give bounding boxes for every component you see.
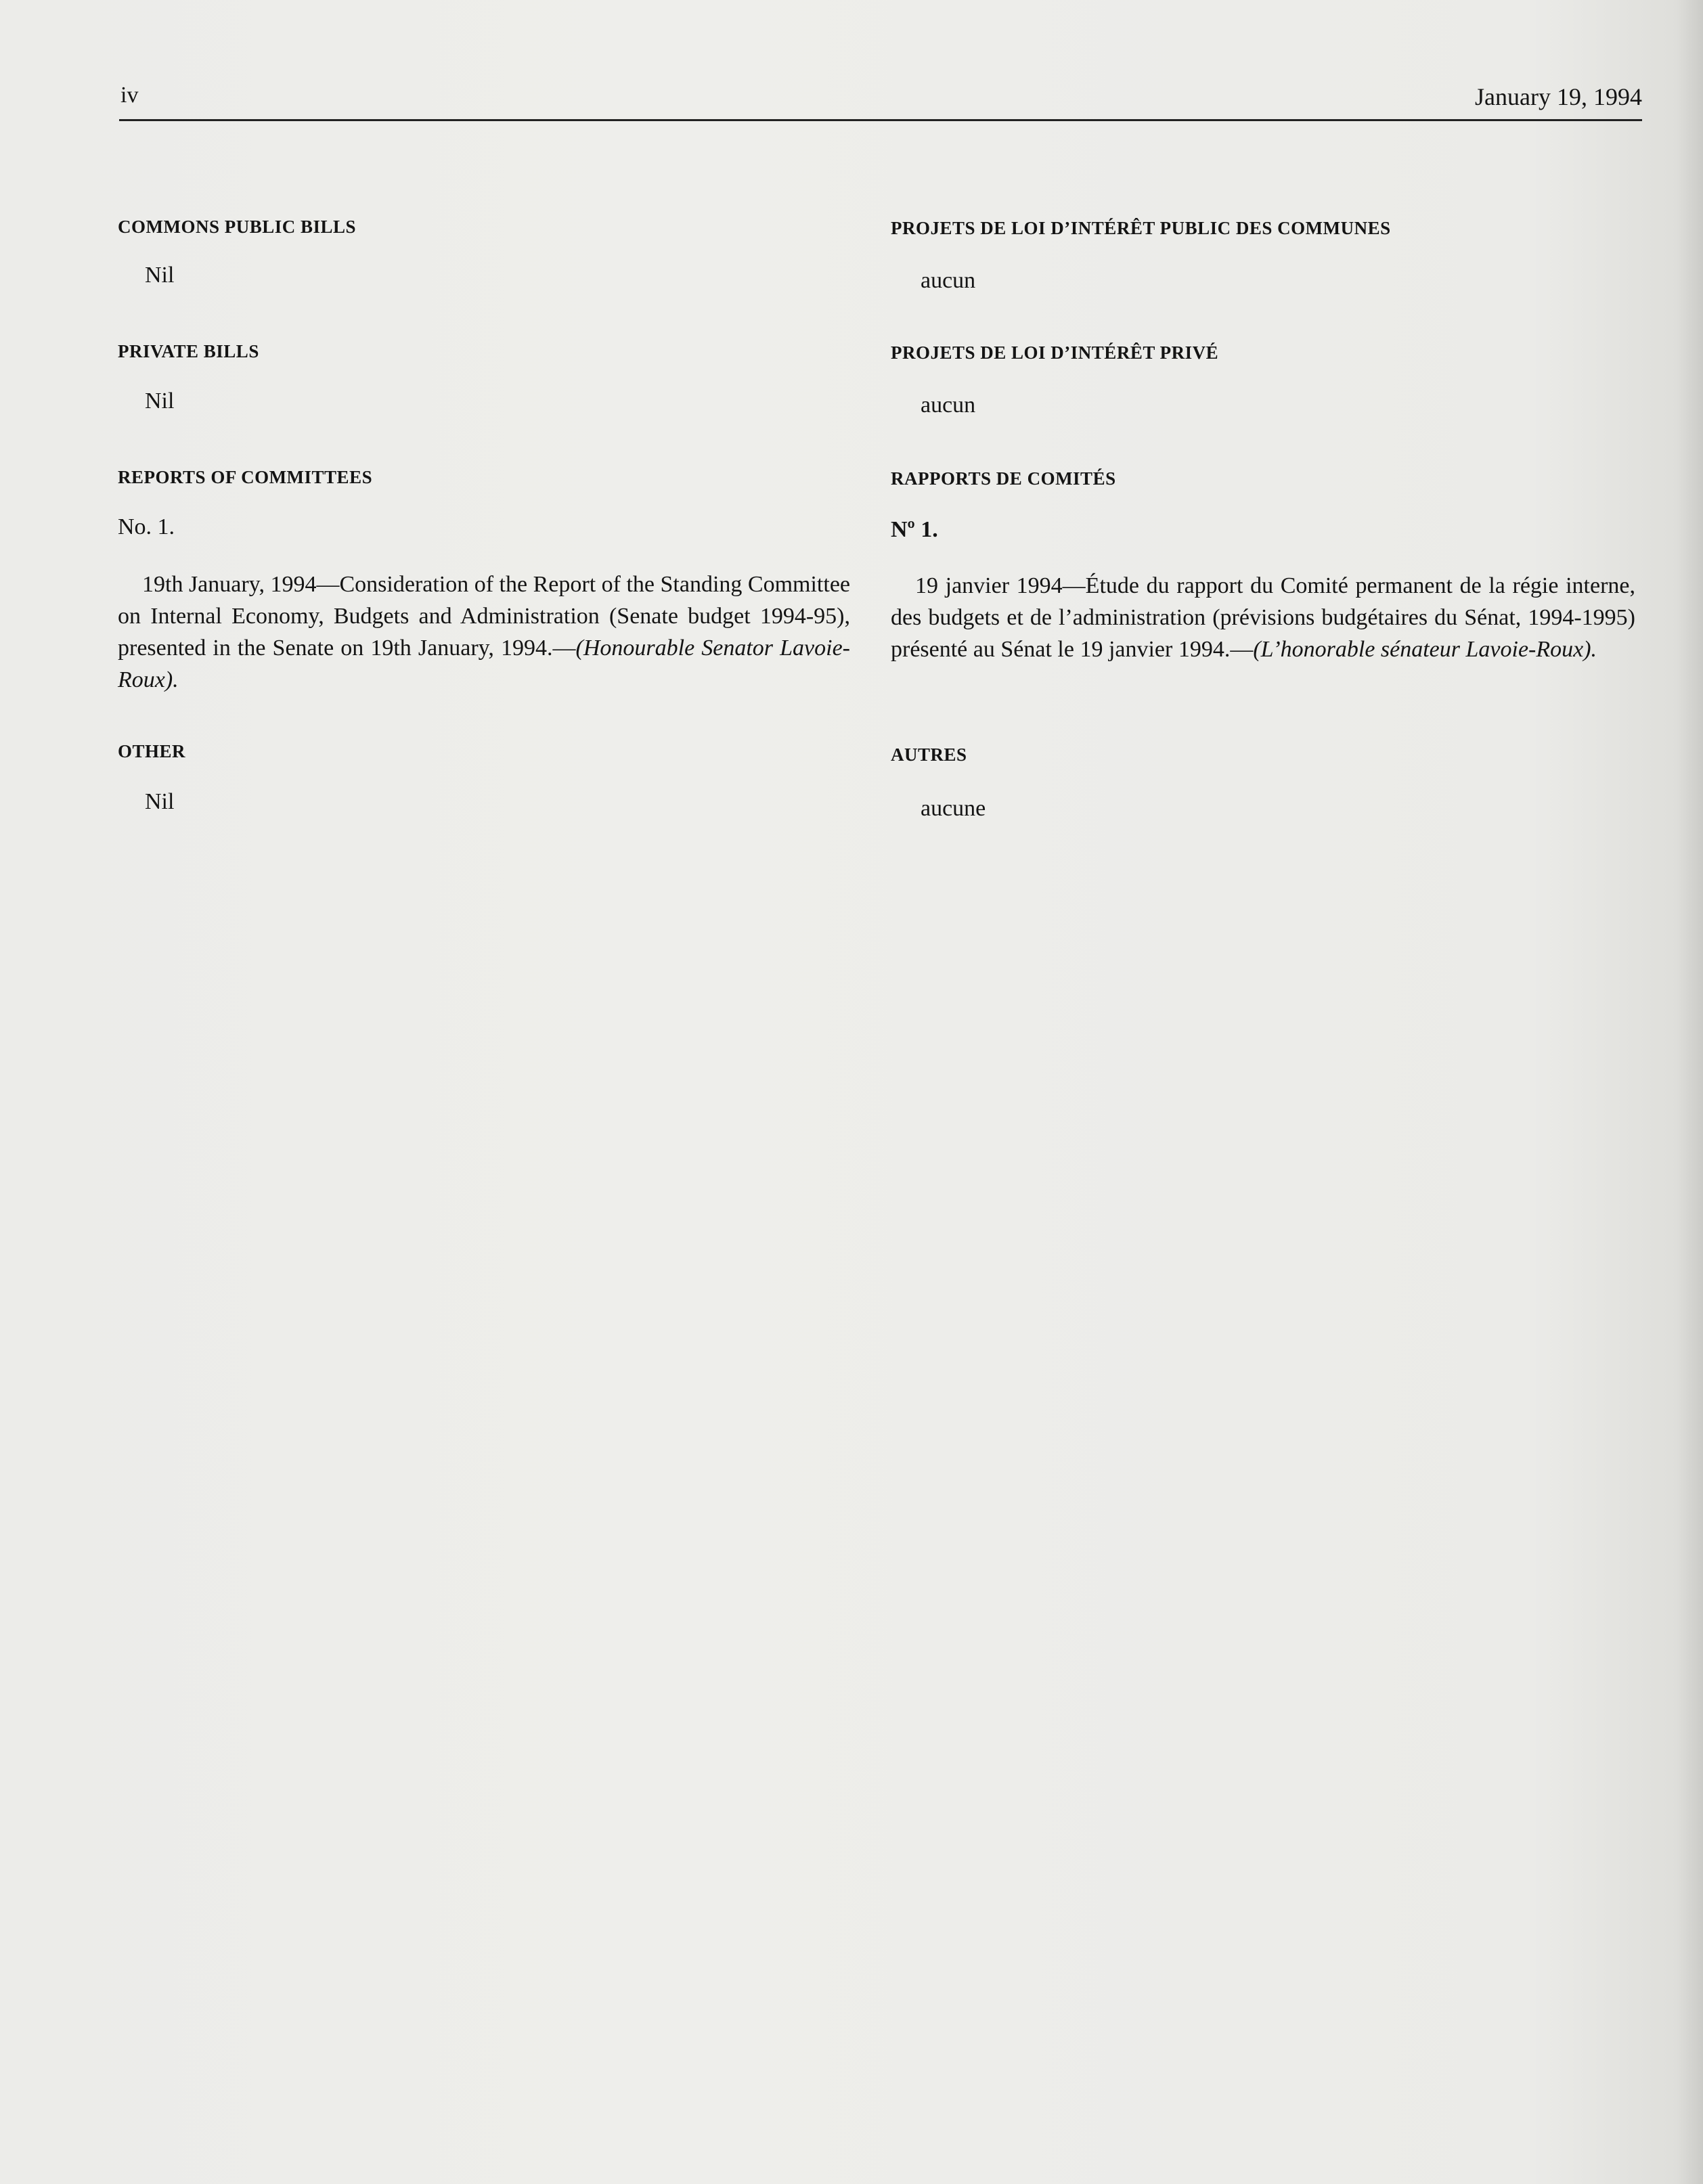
- report-item-body: 19th January, 1994—Consideration of the Report of the Standing Committee on Internal Economy, Budgets and Administration (Senate budget 1994-95), presented in the Senate on 19th January, 1994.—: [118, 572, 850, 661]
- reports-of-committees-heading: REPORTS OF COMMITTEES: [118, 467, 373, 487]
- page-header: [119, 80, 1642, 120]
- projets-loi-prive-heading: PROJETS DE LOI D’INTÉRÊT PRIVÉ: [891, 342, 1219, 363]
- rapport-item-number: Nº 1.: [891, 517, 938, 542]
- projets-loi-prive-value: aucun: [921, 393, 976, 418]
- report-item-text: [118, 569, 850, 696]
- page-date: January 19, 1994: [1475, 83, 1642, 110]
- rapport-item-text: [891, 570, 1635, 665]
- autres-value: aucune: [921, 796, 986, 821]
- private-bills-value: Nil: [145, 388, 175, 414]
- projets-loi-communes-heading: PROJETS DE LOI D’INTÉRÊT PUBLIC DES COMMUNES: [891, 218, 1391, 238]
- report-item-sponsor: (Honourable Senator Lavoie-Roux).: [118, 636, 850, 692]
- private-bills-heading: PRIVATE BILLS: [118, 341, 259, 361]
- rapport-item-sponsor: (L’honorable sénateur Lavoie-Roux).: [1253, 637, 1597, 662]
- projets-loi-communes-value: aucun: [921, 268, 976, 293]
- autres-heading: AUTRES: [891, 744, 967, 765]
- commons-public-bills-heading: COMMONS PUBLIC BILLS: [118, 217, 357, 237]
- header-rule: [119, 119, 1642, 121]
- page-number: iv: [120, 83, 139, 108]
- page-edge-shadow: [1676, 0, 1703, 2184]
- other-value: Nil: [145, 789, 175, 814]
- rapports-de-comites-heading: RAPPORTS DE COMITÉS: [891, 468, 1116, 489]
- rapport-item-body: 19 janvier 1994—Étude du rapport du Comité permanent de la régie interne, des budgets et de l’administration (prévisions budgétaires du Sénat, 1994-1995) présenté au Sénat le 19 janvier 1994.—: [891, 573, 1635, 662]
- commons-public-bills-value: Nil: [145, 263, 175, 288]
- report-item-number: No. 1.: [118, 514, 175, 539]
- other-heading: OTHER: [118, 741, 186, 761]
